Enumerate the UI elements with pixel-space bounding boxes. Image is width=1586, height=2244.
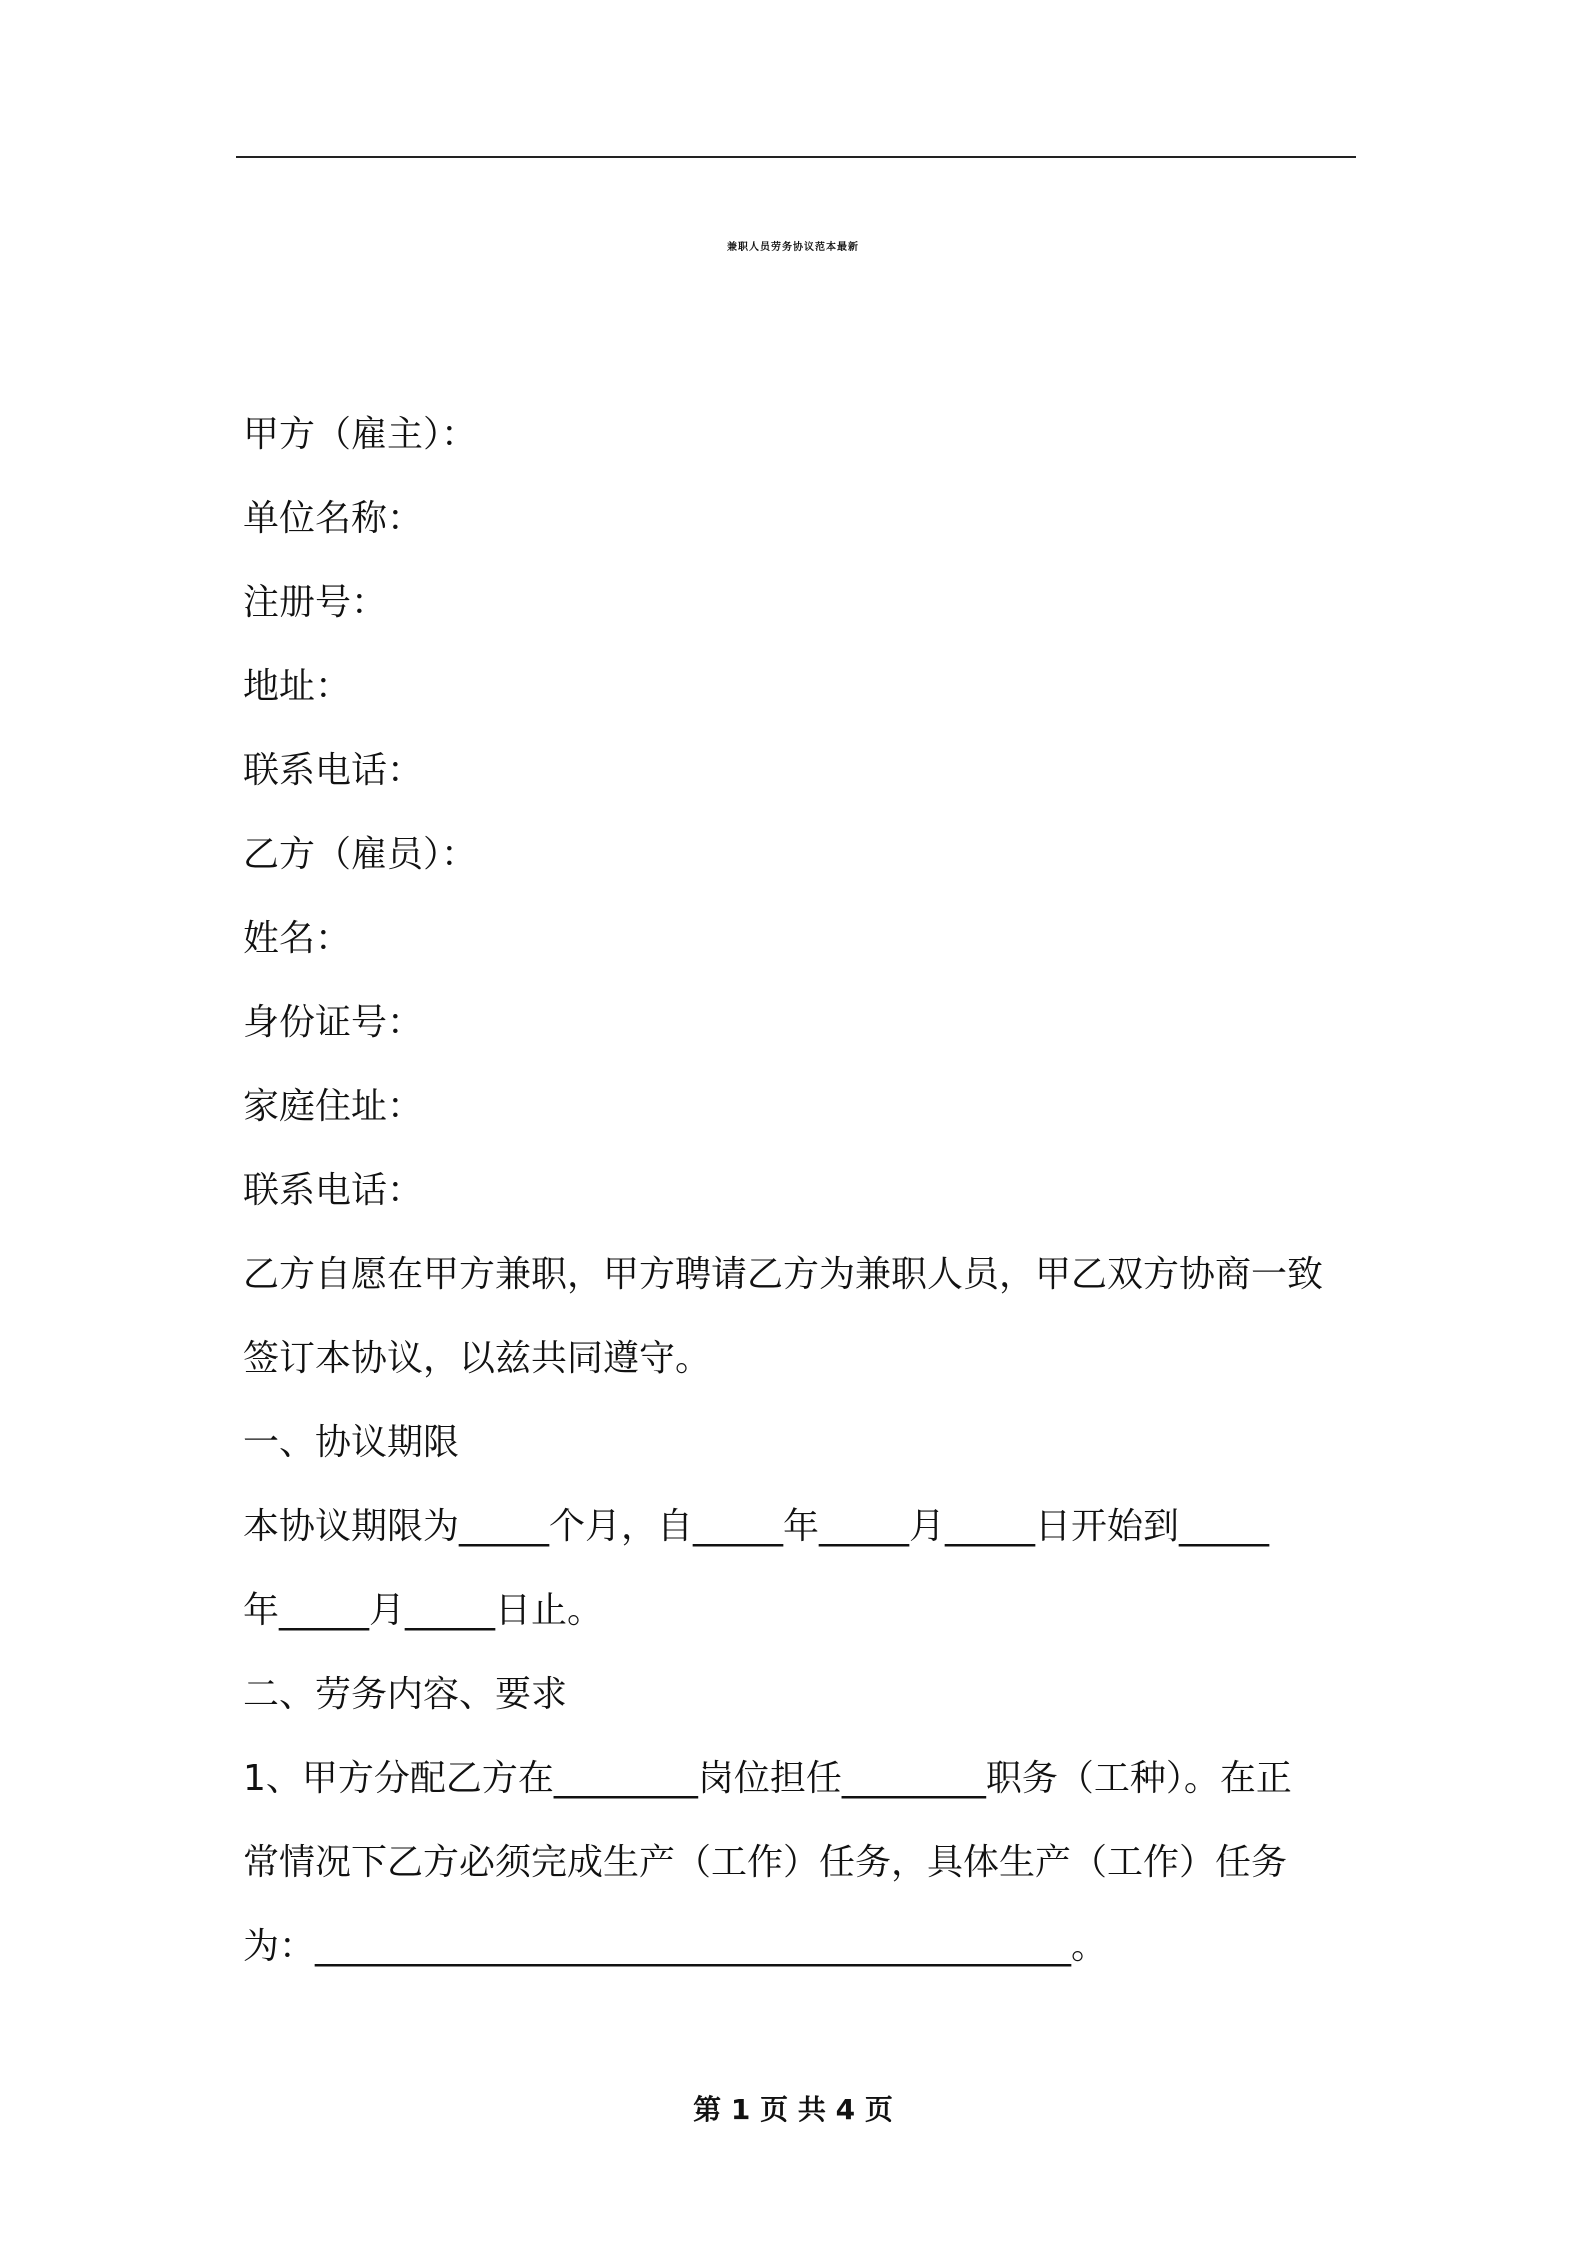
unit-name-label: 单位名称： xyxy=(243,498,424,539)
home-address-label: 家庭住址： xyxy=(243,1086,424,1127)
section-2-heading: 二、劳务内容、要求 xyxy=(243,1674,568,1715)
preamble-line-1 xyxy=(243,1250,1353,1300)
document-title: 兼职人员劳务协议范本最新 xyxy=(727,242,859,253)
party-b-phone-label: 联系电话： xyxy=(243,1170,424,1211)
page-indicator: 第 1 页 共 4 页 xyxy=(693,2093,893,2126)
preamble-line-2: 签订本协议，以兹共同遵守。 xyxy=(243,1338,712,1379)
registration-number-label: 注册号： xyxy=(243,582,388,623)
duty-clause-line-1: 1、甲方分配乙方在________岗位担任________职务（工种）。在正 xyxy=(243,1758,1292,1799)
section-1-heading: 一、协议期限 xyxy=(243,1422,460,1463)
party-a-phone-label: 联系电话： xyxy=(243,750,424,791)
duty-clause-line-2: 常情况下乙方必须完成生产（工作）任务，具体生产（工作）任务 xyxy=(243,1842,1288,1883)
header-rule xyxy=(236,156,1356,158)
party-b-heading: 乙方（雇员）： xyxy=(243,834,478,875)
name-label: 姓名： xyxy=(243,918,352,959)
party-a-heading: 甲方（雇主）： xyxy=(243,414,478,455)
address-label: 地址： xyxy=(243,666,352,707)
term-clause-line-2: 年_____月_____日止。 xyxy=(243,1590,604,1631)
preamble-text: 乙方自愿在甲方兼职，甲方聘请乙方为兼职人员，甲乙双方协商一致 xyxy=(243,1254,1324,1295)
duty-clause-line-3: 为：__________________________________________。 xyxy=(243,1926,1107,1967)
id-number-label: 身份证号： xyxy=(243,1002,424,1043)
term-clause-line-1: 本协议期限为_____个月，自_____年_____月_____日开始到_____ xyxy=(243,1506,1270,1547)
